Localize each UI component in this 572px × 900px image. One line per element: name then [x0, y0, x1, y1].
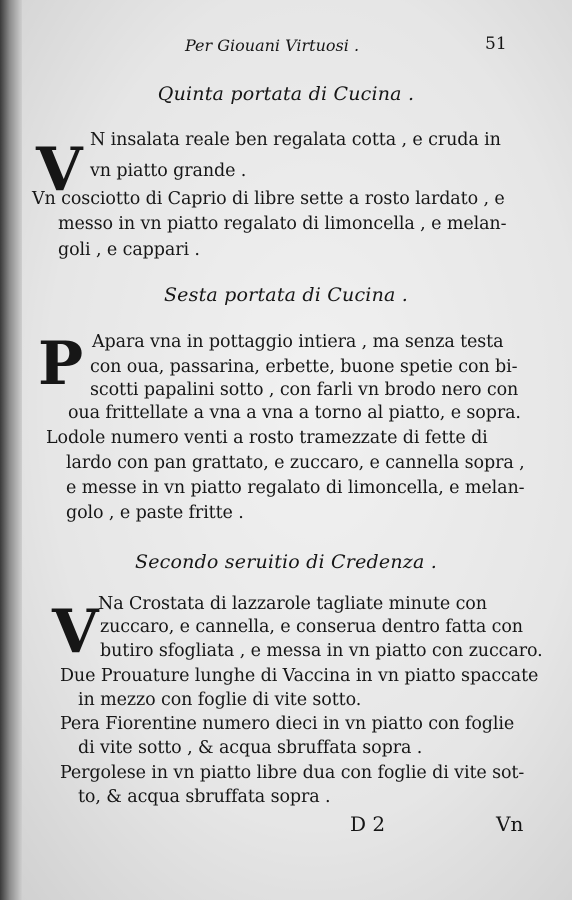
- text-line: goli , e cappari .: [58, 240, 200, 260]
- section-heading: Secondo seruitio di Credenza .: [134, 551, 437, 573]
- signature-mark: D 2: [350, 812, 386, 836]
- text-line: e messe in vn piatto regalato di limoncella, e melan-: [66, 478, 525, 498]
- text-line: N insalata reale ben regalata cotta , e cruda in: [90, 130, 501, 150]
- text-line: messo in vn piatto regalato di limoncella , e melan-: [58, 214, 507, 234]
- catchword: Vn: [496, 812, 524, 836]
- text-line: in mezzo con foglie di vite sotto.: [78, 690, 362, 710]
- text-line: lardo con pan grattato, e zuccaro, e cannella sopra ,: [66, 453, 525, 473]
- text-line: vn piatto grande .: [90, 161, 247, 181]
- text-line: scotti papalini sotto , con farli vn brodo nero con: [90, 380, 519, 400]
- page-number: 51: [485, 34, 507, 54]
- drop-cap: V: [52, 597, 99, 667]
- text-line: Due Prouature lunghe di Vaccina in vn piatto spaccate: [60, 666, 539, 686]
- text-line: Pergolese in vn piatto libre dua con foglie di vite sot-: [60, 763, 525, 783]
- page-gutter-shadow: [0, 0, 22, 900]
- text-line: oua frittellate a vna a vna a torno al piatto, e sopra.: [68, 403, 521, 423]
- text-line: Lodole numero venti a rosto tramezzate di fette di: [46, 428, 488, 448]
- text-line: di vite sotto , & acqua sbruffata sopra .: [78, 738, 423, 758]
- text-line: Apara vna in pottaggio intiera , ma senza testa: [92, 332, 504, 352]
- section-heading: Sesta portata di Cucina .: [163, 284, 409, 306]
- section-heading: Quinta portata di Cucina .: [157, 83, 415, 105]
- text-line: zuccaro, e cannella, e conserua dentro fatta con: [100, 617, 523, 637]
- text-line: butiro sfogliata , e messa in vn piatto con zuccaro.: [100, 641, 543, 661]
- text-line: Vn cosciotto di Caprio di libre sette a rosto lardato , e: [32, 189, 505, 209]
- text-line: to, & acqua sbruffata sopra .: [78, 787, 331, 807]
- text-line: golo , e paste fritte .: [66, 503, 244, 523]
- running-title: Per Giouani Virtuosi .: [185, 36, 360, 55]
- text-line: con oua, passarina, erbette, buone spetie con bi-: [90, 357, 518, 377]
- drop-cap: V: [36, 135, 83, 205]
- text-line: Pera Fiorentine numero dieci in vn piatto con foglie: [60, 714, 515, 734]
- drop-cap: P: [38, 329, 84, 399]
- running-header: [0, 30, 572, 58]
- text-line: Na Crostata di lazzarole tagliate minute con: [98, 594, 487, 614]
